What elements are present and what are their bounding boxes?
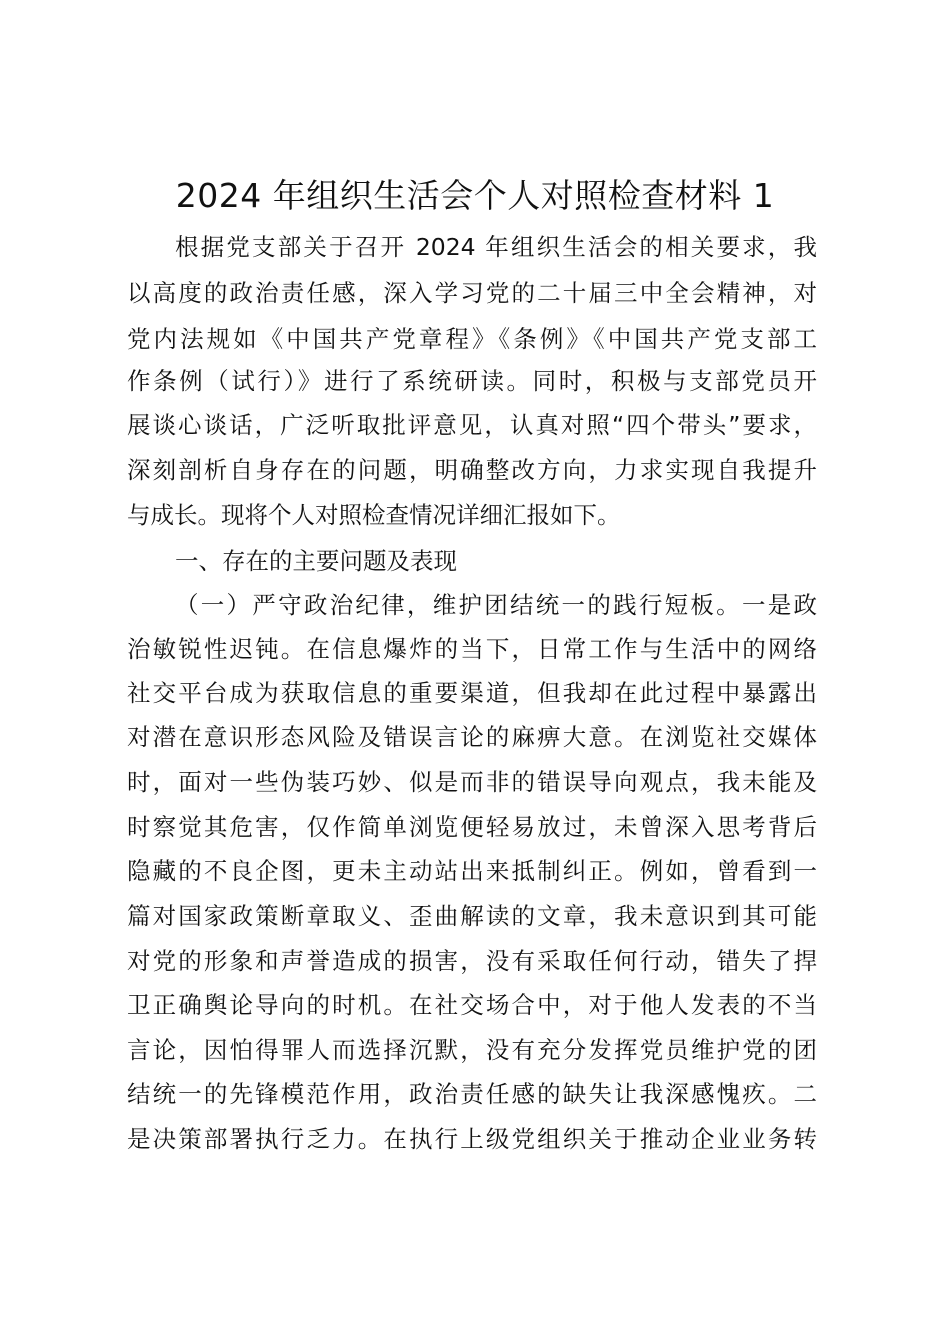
paragraph-line: 作条例（试行）》进行了系统研读。同时，积极与支部党员开: [127, 367, 817, 395]
paragraph-line: 与成长。现将个人对照检查情况详细汇报如下。: [127, 501, 621, 529]
paragraph-line: 根据党支部关于召开 2024 年组织生活会的相关要求，我: [175, 233, 817, 261]
section-heading: 一、存在的主要问题及表现: [175, 547, 457, 575]
paragraph-line: 以高度的政治责任感，深入学习党的二十届三中全会精神，对: [127, 279, 817, 307]
paragraph-line: 时，面对一些伪装巧妙、似是而非的错误导向观点，我未能及: [127, 768, 817, 796]
paragraph-line: 结统一的先锋模范作用，政治责任感的缺失让我深感愧疚。二: [127, 1080, 817, 1108]
paragraph-line: 治敏锐性迟钝。在信息爆炸的当下，日常工作与生活中的网络: [127, 635, 817, 663]
paragraph-line: 隐藏的不良企图，更未主动站出来抵制纠正。例如，曾看到一: [127, 857, 817, 885]
paragraph-line: 深刻剖析自身存在的问题，明确整改方向，力求实现自我提升: [127, 456, 817, 484]
paragraph-line: 社交平台成为获取信息的重要渠道，但我却在此过程中暴露出: [127, 679, 817, 707]
paragraph-line: 对潜在意识形态风险及错误言论的麻痹大意。在浏览社交媒体: [127, 723, 817, 751]
paragraph-line: 言论，因怕得罪人而选择沉默，没有充分发挥党员维护党的团: [127, 1036, 817, 1064]
paragraph-line: 篇对国家政策断章取义、歪曲解读的文章，我未意识到其可能: [127, 902, 817, 930]
paragraph-line: 卫正确舆论导向的时机。在社交场合中，对于他人发表的不当: [127, 991, 817, 1019]
paragraph-line: 是决策部署执行乏力。在执行上级党组织关于推动企业业务转: [127, 1125, 817, 1153]
document-title: 2024 年组织生活会个人对照检查材料 1: [175, 176, 775, 215]
paragraph-line: （一）严守政治纪律，维护团结统一的践行短板。一是政: [175, 591, 817, 619]
paragraph-line: 党内法规如《中国共产党章程》《条例》《中国共产党支部工: [127, 325, 817, 353]
paragraph-line: 时察觉其危害，仅作简单浏览便轻易放过，未曾深入思考背后: [127, 813, 817, 841]
paragraph-line: 展谈心谈话，广泛听取批评意见，认真对照“四个带头”要求，: [127, 411, 817, 439]
paragraph-line: 对党的形象和声誉造成的损害，没有采取任何行动，错失了捍: [127, 947, 817, 975]
